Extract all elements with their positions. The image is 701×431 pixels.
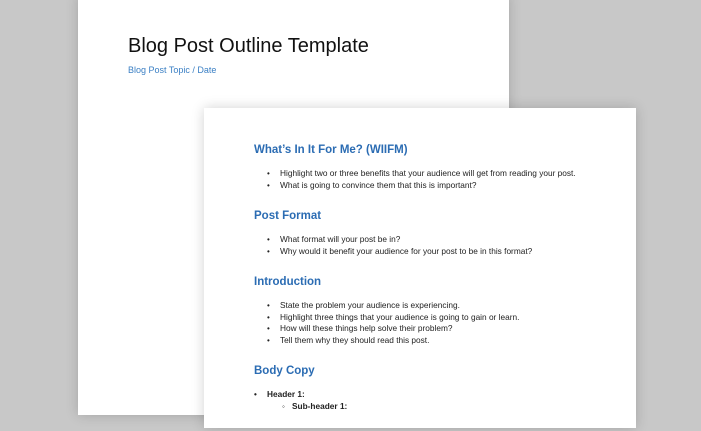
section-heading-introduction: Introduction — [254, 276, 322, 288]
section-heading-post-format: Post Format — [254, 210, 322, 222]
bullet-item: • Why would it benefit your audience for your post to be in this format? — [254, 246, 626, 258]
bullet-item: • State the problem your audience is experiencing. — [254, 300, 626, 312]
bullet-list-introduction — [254, 300, 626, 346]
section-wiifm — [254, 144, 626, 191]
bullet-item-subheader: ◦ Sub-header 1: — [254, 401, 626, 413]
bullet-list-post-format — [254, 234, 626, 257]
bullet-item-header: • Header 1: — [254, 389, 626, 401]
document-page-front — [204, 108, 636, 428]
bullet-list-body-copy — [254, 389, 626, 412]
bullet-list-wiifm — [254, 168, 626, 191]
bullet-item: • What is going to convince them that this is important? — [254, 180, 626, 192]
section-heading-body-copy: Body Copy — [254, 365, 315, 377]
bullet-item: • Highlight two or three benefits that your audience will get from reading your post. — [254, 168, 626, 180]
document-subtitle: Blog Post Topic / Date — [128, 65, 217, 75]
document-title: Blog Post Outline Template — [128, 35, 369, 57]
bullet-item: • Highlight three things that your audience is going to gain or learn. — [254, 312, 626, 324]
section-body-copy — [254, 365, 626, 412]
bullet-item: • Tell them why they should read this post. — [254, 335, 626, 347]
bullet-item: • How will these things help solve their problem? — [254, 323, 626, 335]
section-introduction — [254, 276, 626, 346]
bullet-item: • What format will your post be in? — [254, 234, 626, 246]
outline-content — [254, 144, 626, 431]
section-heading-wiifm: What’s In It For Me? (WIIFM) — [254, 144, 408, 156]
section-post-format — [254, 210, 626, 257]
